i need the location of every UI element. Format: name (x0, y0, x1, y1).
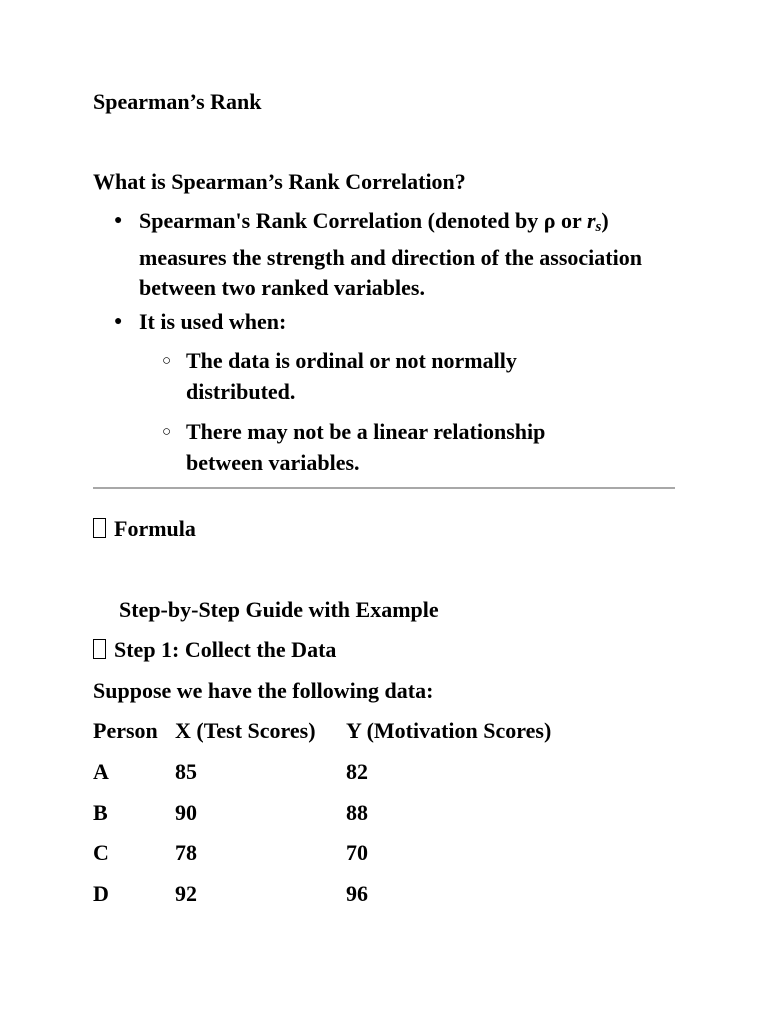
step1-heading: Step 1: Collect the Data (93, 637, 336, 663)
page-title: Spearman’s Rank (93, 89, 262, 114)
sub-bullet-ordinal: The data is ordinal or not normally distributed. (186, 348, 517, 404)
guide-heading: Step-by-Step Guide with Example (119, 597, 439, 622)
definition-text-end: ) measures the strength and direction of the association between two ranked variables. (139, 208, 642, 300)
table-cell: 88 (346, 800, 368, 825)
table-header-y: Y (Motivation Scores) (346, 718, 552, 743)
table-cell: 90 (175, 800, 197, 825)
formula-heading: Formula (93, 516, 196, 542)
table-cell: 78 (175, 840, 197, 865)
table-cell: 92 (175, 881, 197, 906)
horizontal-divider (93, 487, 675, 489)
bullet-marker: ● (114, 314, 123, 329)
table-cell: 70 (346, 840, 368, 865)
table-cell: 82 (346, 759, 368, 784)
bullet-definition (139, 206, 679, 304)
section-heading: What is Spearman’s Rank Correlation? (93, 169, 466, 194)
table-cell: 85 (175, 759, 197, 784)
table-cell: D (93, 881, 109, 906)
bullet-used-when: It is used when: (139, 309, 287, 334)
missing-glyph-icon (93, 639, 106, 659)
intro-text: Suppose we have the following data: (93, 678, 434, 703)
missing-glyph-icon (93, 518, 106, 538)
sub-bullet-linear: There may not be a linear relationship between variables. (186, 419, 546, 475)
definition-text-start: Spearman's Rank Correlation (denoted by ρ or (139, 208, 587, 233)
table-cell: 96 (346, 881, 368, 906)
table-cell: B (93, 800, 108, 825)
sub-bullet-marker: ○ (162, 353, 172, 369)
table-header-x: X (Test Scores) (175, 718, 316, 743)
rs-symbol: $r_s$ (586, 208, 602, 235)
bullet-marker: ● (114, 213, 123, 228)
sub-bullet-marker: ○ (162, 424, 172, 440)
table-header-person: Person (93, 718, 158, 743)
table-cell: A (93, 759, 109, 784)
table-cell: C (93, 840, 109, 865)
